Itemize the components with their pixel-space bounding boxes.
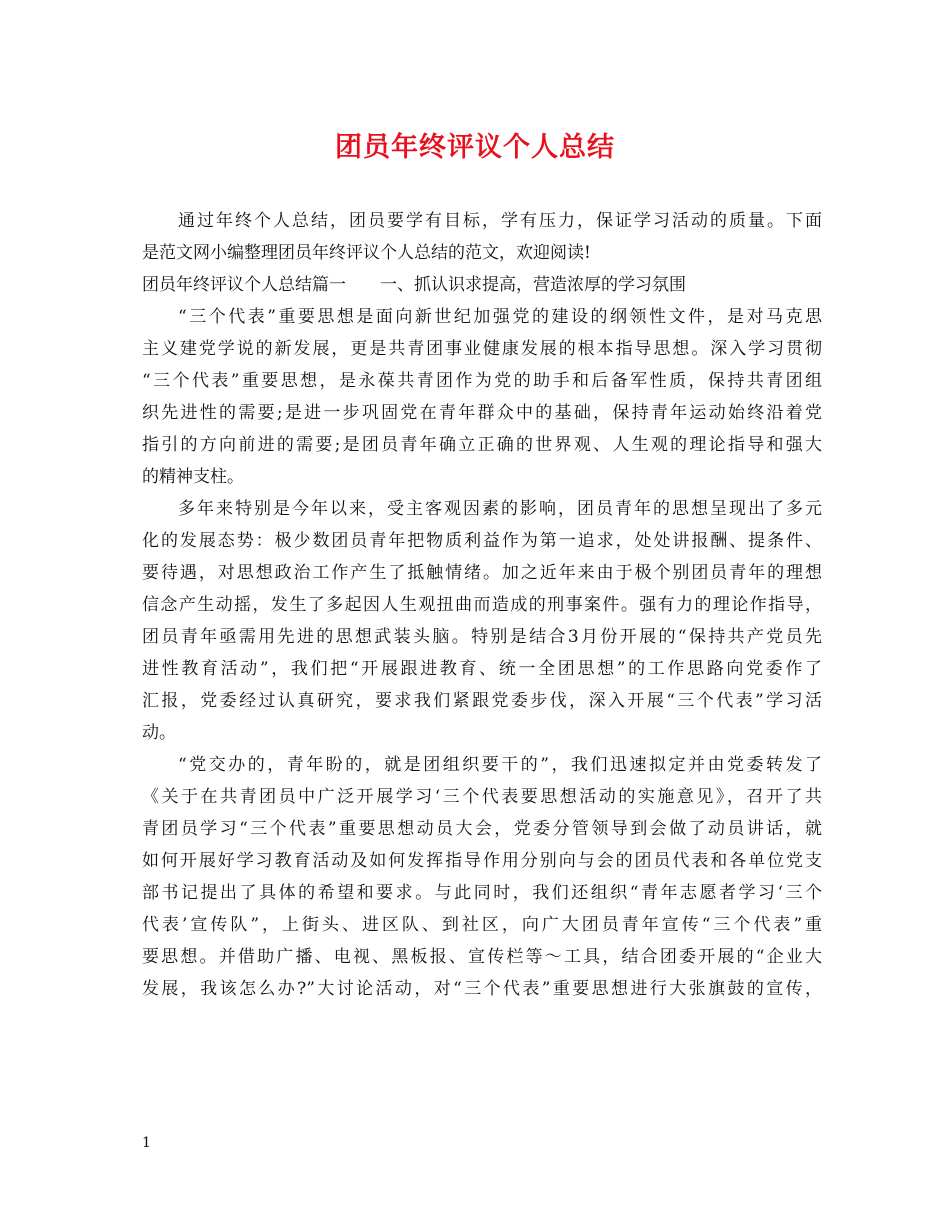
text-line: 化的发展态势：极少数团员青年把物质利益作为第一追求，处处讲报酬、提条件、 (142, 531, 822, 551)
text-line: 如何开展好学习教育活动及如何发挥指导作用分别向与会的团员代表和各单位党支 (142, 851, 822, 871)
text-line: 青团员学习“三个代表”重要思想动员大会，党委分管领导到会做了动员讲话，就 (142, 819, 822, 839)
text-line: 进性教育活动”，我们把“开展跟进教育、统一全团思想”的工作思路向党委作了 (142, 659, 822, 679)
text-line: 要思想。并借助广播、电视、黑板报、宣传栏等～工具，结合团委开展的“企业大 (142, 947, 822, 967)
text-line: 代表’宣传队”，上街头、进区队、到社区，向广大团员青年宣传“三个代表”重 (142, 915, 822, 935)
text-line: 是范文网小编整理团员年终评议个人总结的范文，欢迎阅读! (142, 243, 591, 263)
text-line: 《关于在共青团员中广泛开展学习‘三个代表要思想活动的实施意见》，召开了共 (142, 787, 822, 807)
text-line: 织先进性的需要;是进一步巩固党在青年群众中的基础，保持青年运动始终沿着党 (142, 403, 822, 423)
text-line: 发展，我该怎么办?”大讨论活动，对“三个代表”重要思想进行大张旗鼓的宣传， (142, 979, 822, 999)
text-line: 动。 (142, 723, 176, 743)
document-body (142, 205, 822, 1005)
text-line: 信念产生动摇，发生了多起因人生观扭曲而造成的刑事案件。强有力的理论作指导， (142, 595, 822, 615)
text-line: 通过年终个人总结，团员要学有目标，学有压力，保证学习活动的质量。下面 (178, 211, 822, 231)
text-line: “党交办的，青年盼的，就是团组织要干的”，我们迅速拟定并由党委转发了 (178, 755, 822, 775)
text-line: 主义建党学说的新发展，更是共青团事业健康发展的根本指导思想。深入学习贯彻 (142, 339, 822, 359)
text-line: 指引的方向前进的需要;是团员青年确立正确的世界观、人生观的理论指导和强大 (142, 435, 822, 455)
text-line: “三个代表”重要思想是面向新世纪加强党的建设的纲领性文件，是对马克思 (178, 307, 822, 327)
text-line: 汇报，党委经过认真研究，要求我们紧跟党委步伐，深入开展“三个代表”学习活 (142, 691, 822, 711)
text-line: 部书记提出了具体的希望和要求。与此同时，我们还组织“青年志愿者学习‘三个 (142, 883, 822, 903)
document-title: 团员年终评议个人总结 (335, 132, 615, 163)
section-heading-line: 团员年终评议个人总结篇一 一、抓认识求提高，营造浓厚的学习氛围 (142, 275, 686, 295)
text-line: 多年来特别是今年以来，受主客观因素的影响，团员青年的思想呈现出了多元 (178, 499, 822, 519)
page-number: 1 (142, 1135, 151, 1151)
text-line: 的精神支柱。 (142, 467, 244, 487)
text-line: 团员青年亟需用先进的思想武装头脑。特别是结合3月份开展的“保持共产党员先 (142, 627, 822, 647)
text-line: 要待遇，对思想政治工作产生了抵触情绪。加之近年来由于极个别团员青年的理想 (142, 563, 822, 583)
text-line: “三个代表”重要思想，是永葆共青团作为党的助手和后备军性质，保持共青团组 (142, 371, 822, 391)
